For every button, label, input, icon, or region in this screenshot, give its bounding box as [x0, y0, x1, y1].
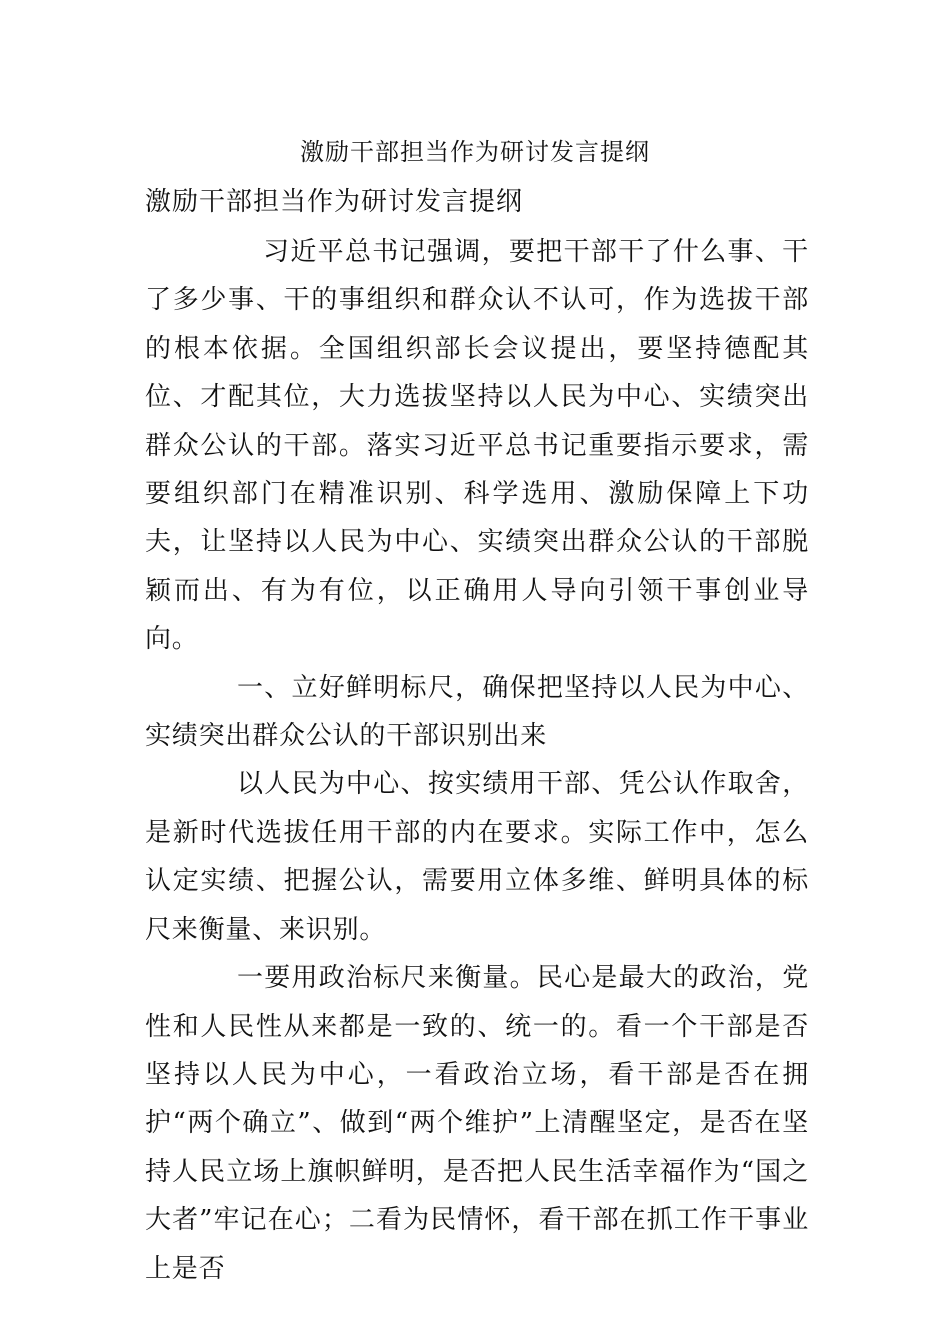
section-heading-one: 一、立好鲜明标尺，确保把坚持以人民为中心、实绩突出群众公认的干部识别出来: [145, 672, 809, 752]
paragraph-political-standard: 一要用政治标尺来衡量。民心是最大的政治，党性和人民性从来都是一致的、统一的。看一个干部是否坚持以人民为中心，一看政治立场，看干部是否在拥护“两个确立”、做到“两个维护”上清醒坚定，是否在坚持人民立场上旗帜鲜明，是否把人民生活幸福作为“国之大者”牢记在心；二看为民情怀，看干部在抓工作干事业上是否: [145, 963, 809, 1284]
document-body: [145, 228, 809, 1293]
document-title: 激励干部担当作为研讨发言提纲: [300, 138, 650, 166]
paragraph-section-one: 以人民为中心、按实绩用干部、凭公认作取舍，是新时代选拔任用干部的内在要求。实际工作中，怎么认定实绩、把握公认，需要用立体多维、鲜明具体的标尺来衡量、来识别。: [145, 769, 809, 945]
document-subtitle: 激励干部担当作为研讨发言提纲: [145, 187, 524, 217]
paragraph-intro: 习近平总书记强调，要把干部干了什么事、干了多少事、干的事组织和群众认不认可，作为选拔干部的根本依据。全国组织部长会议提出，要坚持德配其位、才配其位，大力选拔坚持以人民为中心、实绩突出群众公认的干部。落实习近平总书记重要指示要求，需要组织部门在精准识别、科学选用、激励保障上下功夫，让坚持以人民为中心、实绩突出群众公认的干部脱颖而出、有为有位，以正确用人导向引领干事创业导向。: [145, 237, 809, 655]
